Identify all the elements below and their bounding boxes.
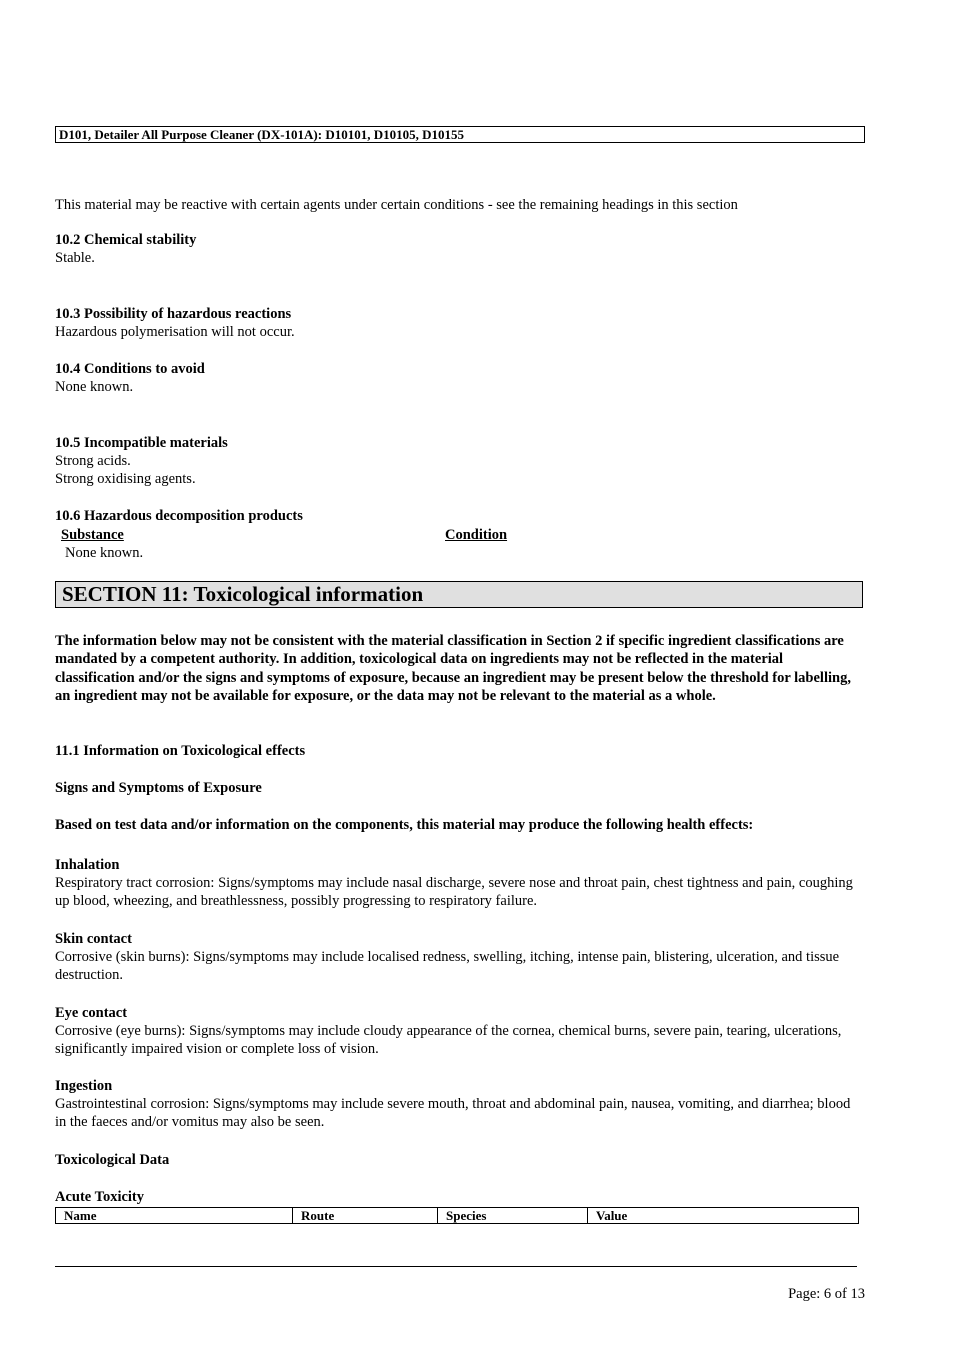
page-number: Page: 6 of 13 [788,1286,865,1302]
chemical-stability-heading: 10.2 Chemical stability [55,232,197,248]
section-11-title: SECTION 11: Toxicological information [55,581,863,608]
incompatible-materials-heading: 10.5 Incompatible materials [55,435,228,451]
table-header-route: Route [293,1208,438,1224]
incompatible-item: Strong acids. [55,453,131,469]
substance-column-header: Substance [61,527,124,543]
conditions-to-avoid-heading: 10.4 Conditions to avoid [55,361,205,377]
incompatible-item: Strong oxidising agents. [55,471,196,487]
decomposition-value: None known. [65,545,144,561]
health-effects-intro: Based on test data and/or information on the components, this material may produce the following health effects: [55,817,754,833]
skin-contact-heading: Skin contact [55,931,132,947]
table-header-species: Species [438,1208,588,1224]
hazardous-reactions-heading: 10.3 Possibility of hazardous reactions [55,306,292,322]
document-header: D101, Detailer All Purpose Cleaner (DX-101A): D10101, D10105, D10155 [55,126,865,143]
inhalation-text: Respiratory tract corrosion: Signs/symptoms may include nasal discharge, severe nose and throat pain, chest tightness and pain, coughing up blood, wheezing, and breathlessness, possibly progressing to respiratory failure. [55,875,853,910]
eye-contact-heading: Eye contact [55,1005,128,1021]
reactivity-intro: This material may be reactive with certain agents under certain conditions - see the remaining headings in this section [55,197,738,213]
acute-toxicity-table [55,1207,859,1224]
eye-contact-text: Corrosive (eye burns): Signs/symptoms may include cloudy appearance of the cornea, chemical burns, severe pain, tearing, ulcerations, significantly impaired vision or complete loss of vision. [55,1023,842,1058]
decomposition-products-heading: 10.6 Hazardous decomposition products [55,508,303,524]
footer-divider [55,1266,857,1267]
skin-contact-text: Corrosive (skin burns): Signs/symptoms may include localised redness, swelling, itching, intense pain, blistering, ulceration, and tissue destruction. [55,949,840,984]
signs-symptoms-heading: Signs and Symptoms of Exposure [55,780,262,796]
table-header-value: Value [588,1208,859,1224]
ingestion-text: Gastrointestinal corrosion: Signs/symptoms may include severe mouth, throat and abdominal pain, nausea, vomiting, and diarrhea; blood in the faeces and/or vomitus may also be seen. [55,1096,851,1131]
table-header-name: Name [56,1208,293,1224]
toxicological-effects-heading: 11.1 Information on Toxicological effects [55,743,306,759]
inhalation-heading: Inhalation [55,857,120,873]
hazardous-reactions-text: Hazardous polymerisation will not occur. [55,324,295,340]
acute-toxicity-heading: Acute Toxicity [55,1189,145,1205]
conditions-to-avoid-text: None known. [55,379,134,395]
condition-column-header: Condition [445,527,508,543]
ingestion-heading: Ingestion [55,1078,113,1094]
toxicological-data-heading: Toxicological Data [55,1152,170,1168]
chemical-stability-text: Stable. [55,250,95,266]
table-header-row [56,1208,859,1224]
toxicology-disclaimer: The information below may not be consistent with the material classification in Section 2 if specific ingredient classifications are mandated by a competent authority. In addition, toxicological data on ingredients may not be reflected in the material classification and/or the signs and symptoms of exposure, because an ingredient may be present below the threshold for labelling, an ingredient may not be available for exposure, or the data may not be relevant to the material as a whole. [55,633,851,705]
